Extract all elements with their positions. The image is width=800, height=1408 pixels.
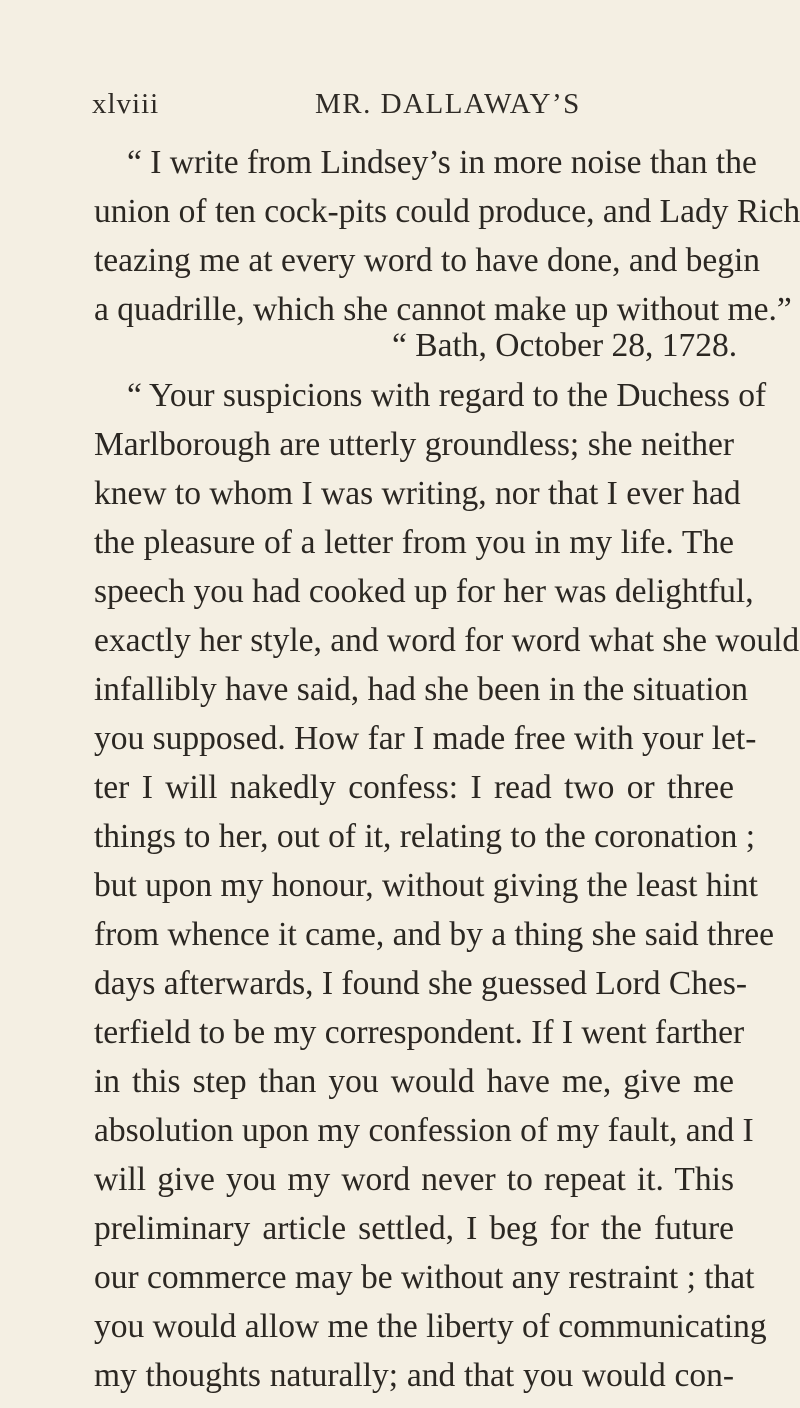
page-number: xlviii (92, 88, 160, 120)
text-line: teazing me at every word to have done, and begin (94, 242, 761, 279)
text-line: infallibly have said, had she been in the situation (94, 671, 749, 708)
text-line: preliminary article settled, I beg for the future (94, 1210, 734, 1247)
text-line: “ Your suspicions with regard to the Duchess of (127, 377, 767, 414)
running-title: MR. DALLAWAY’S (315, 88, 581, 120)
text-line: will give you my word never to repeat it. This (94, 1161, 734, 1198)
text-line: you supposed. How far I made free with your let- (94, 720, 757, 757)
text-line: days afterwards, I found she guessed Lord Ches- (94, 965, 748, 1002)
text-line: the pleasure of a letter from you in my life. The (94, 524, 734, 561)
text-line: absolution upon my confession of my fault, and I (94, 1112, 754, 1149)
text-line: knew to whom I was writing, nor that I ever had (94, 475, 741, 512)
text-line: ter I will nakedly confess: I read two or three (94, 769, 734, 806)
text-line: Marlborough are utterly groundless; she neither (94, 426, 734, 463)
text-line: “ I write from Lindsey’s in more noise than the (127, 144, 757, 181)
text-line: from whence it came, and by a thing she said three (94, 916, 774, 953)
text-line: terfield to be my correspondent. If I went farther (94, 1014, 745, 1051)
text-line: speech you had cooked up for her was delightful, (94, 573, 754, 610)
running-head (92, 88, 732, 128)
text-line: you would allow me the liberty of communicating (94, 1308, 767, 1345)
text-line: union of ten cock-pits could produce, and Lady Rich (94, 193, 800, 230)
letter-dateline: “ Bath, October 28, 1728. (392, 327, 738, 364)
text-line: things to her, out of it, relating to the coronation ; (94, 818, 756, 855)
text-line: exactly her style, and word for word what she would (94, 622, 800, 659)
text-line: my thoughts naturally; and that you would con- (94, 1357, 734, 1394)
text-line: but upon my honour, without giving the least hint (94, 867, 758, 904)
text-line: our commerce may be without any restraint ; that (94, 1259, 755, 1296)
text-line: in this step than you would have me, give me (94, 1063, 734, 1100)
text-line: a quadrille, which she cannot make up without me.” (94, 291, 792, 328)
